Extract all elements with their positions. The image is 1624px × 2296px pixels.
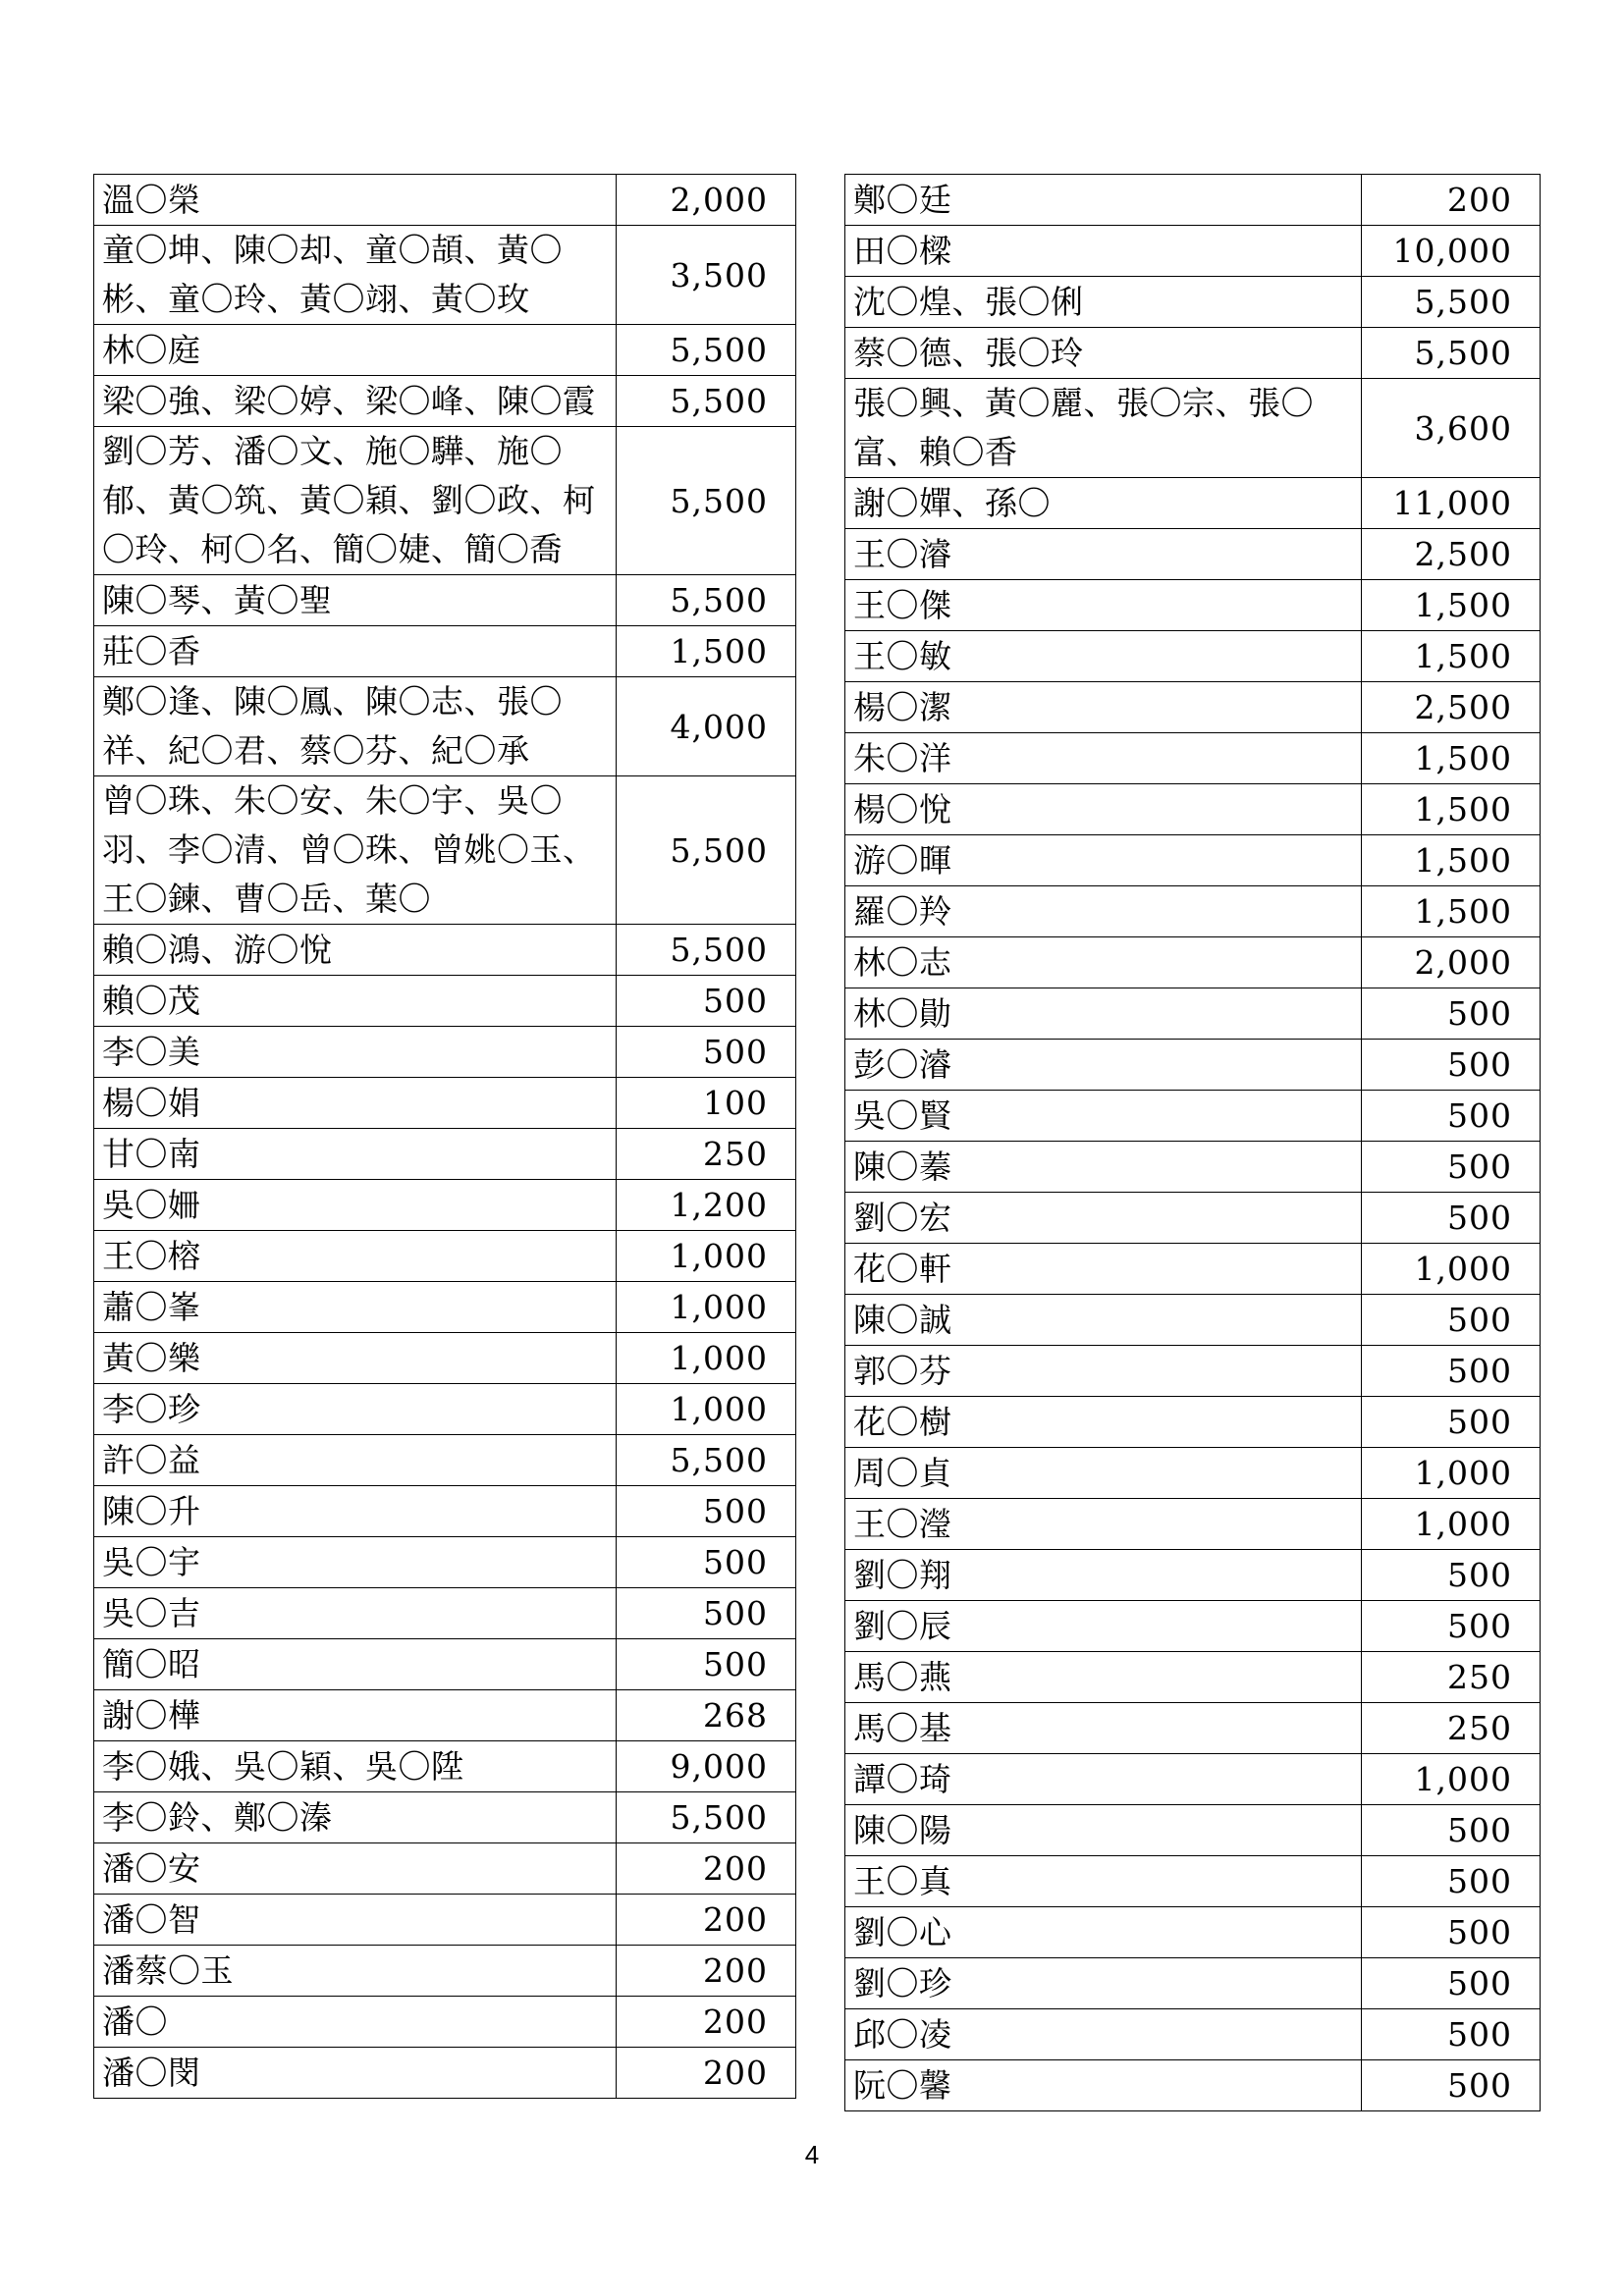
table-row [845, 1397, 1541, 1448]
table-row [94, 1180, 796, 1231]
donor-name: 劉〇翔 [845, 1550, 1362, 1601]
donation-amount: 250 [617, 1129, 796, 1180]
donation-amount: 1,000 [617, 1333, 796, 1384]
donor-name: 邱〇凌 [845, 2009, 1362, 2060]
donation-amount: 200 [1362, 175, 1541, 226]
donor-name: 周〇貞 [845, 1448, 1362, 1499]
donation-amount: 500 [1362, 2060, 1541, 2111]
donation-amount: 500 [1362, 1958, 1541, 2009]
table-row [845, 1958, 1541, 2009]
table-row [94, 1895, 796, 1946]
table-row [845, 1040, 1541, 1091]
donation-amount: 3,500 [617, 226, 796, 325]
table-row [94, 1435, 796, 1486]
donor-name: 陳〇蓁 [845, 1142, 1362, 1193]
donation-amount: 1,500 [1362, 886, 1541, 937]
table-row [94, 1690, 796, 1741]
donor-name: 溫〇榮 [94, 175, 617, 226]
donation-amount: 500 [1362, 1601, 1541, 1652]
donation-amount: 250 [1362, 1652, 1541, 1703]
donor-name: 彭〇濬 [845, 1040, 1362, 1091]
table-row [845, 886, 1541, 937]
table-row [94, 1843, 796, 1895]
donation-amount: 500 [1362, 1346, 1541, 1397]
donor-name: 蔡〇德、張〇玲 [845, 328, 1362, 379]
donor-name: 馬〇基 [845, 1703, 1362, 1754]
donor-table-right [844, 174, 1541, 2111]
table-row [94, 575, 796, 626]
table-row [94, 376, 796, 427]
donor-name: 潘蔡〇玉 [94, 1946, 617, 1997]
table-row [845, 784, 1541, 835]
donation-amount: 1,500 [1362, 733, 1541, 784]
donation-amount: 1,500 [1362, 784, 1541, 835]
donor-table-left [93, 174, 796, 2099]
table-row [94, 1486, 796, 1537]
donor-name: 潘〇安 [94, 1843, 617, 1895]
donation-amount: 200 [617, 1946, 796, 1997]
donor-name: 謝〇嬋、孫〇 [845, 478, 1362, 529]
table-row [94, 226, 796, 325]
donation-amount: 500 [1362, 1856, 1541, 1907]
table-row [845, 1805, 1541, 1856]
table-row [845, 937, 1541, 988]
table-row [845, 1295, 1541, 1346]
donation-amount: 500 [1362, 1295, 1541, 1346]
donation-amount: 200 [617, 1843, 796, 1895]
donation-amount: 500 [617, 1639, 796, 1690]
donor-name: 馬〇燕 [845, 1652, 1362, 1703]
donor-name: 吳〇吉 [94, 1588, 617, 1639]
table-row [845, 277, 1541, 328]
table-row [845, 379, 1541, 478]
donor-name: 陳〇升 [94, 1486, 617, 1537]
donor-name: 黃〇樂 [94, 1333, 617, 1384]
donor-name: 賴〇茂 [94, 976, 617, 1027]
donor-name: 林〇勛 [845, 988, 1362, 1040]
donor-name: 許〇益 [94, 1435, 617, 1486]
table-row [94, 1333, 796, 1384]
donation-amount: 100 [617, 1078, 796, 1129]
donation-amount: 500 [617, 1537, 796, 1588]
table-row [845, 580, 1541, 631]
donor-name: 吳〇賢 [845, 1091, 1362, 1142]
donor-name: 王〇瀅 [845, 1499, 1362, 1550]
table-row [94, 1997, 796, 2048]
donor-table-left-body [94, 175, 796, 2099]
donation-amount: 5,500 [617, 376, 796, 427]
donation-amount: 5,500 [1362, 277, 1541, 328]
table-row [94, 1537, 796, 1588]
table-row [845, 1499, 1541, 1550]
donor-name: 鄭〇逢、陳〇鳳、陳〇志、張〇祥、紀〇君、蔡〇芬、紀〇承 [94, 677, 617, 776]
donation-amount: 10,000 [1362, 226, 1541, 277]
table-row [94, 1639, 796, 1690]
donor-name: 阮〇馨 [845, 2060, 1362, 2111]
donation-amount: 1,000 [617, 1282, 796, 1333]
donor-name: 花〇軒 [845, 1244, 1362, 1295]
donor-name: 游〇暉 [845, 835, 1362, 886]
table-row [845, 1142, 1541, 1193]
table-row [94, 1588, 796, 1639]
donor-name: 楊〇潔 [845, 682, 1362, 733]
donor-name: 王〇真 [845, 1856, 1362, 1907]
donation-amount: 5,500 [617, 776, 796, 925]
table-row [845, 529, 1541, 580]
donor-name: 郭〇芬 [845, 1346, 1362, 1397]
table-row [94, 175, 796, 226]
donor-name: 謝〇樺 [94, 1690, 617, 1741]
table-row [94, 925, 796, 976]
donor-name: 李〇珍 [94, 1384, 617, 1435]
table-row [94, 776, 796, 925]
table-row [845, 328, 1541, 379]
table-row [94, 1282, 796, 1333]
donor-name: 陳〇陽 [845, 1805, 1362, 1856]
donor-name: 花〇樹 [845, 1397, 1362, 1448]
donation-amount: 5,500 [617, 925, 796, 976]
table-row [94, 1741, 796, 1792]
table-row [845, 988, 1541, 1040]
table-row [845, 1448, 1541, 1499]
donation-amount: 1,500 [1362, 580, 1541, 631]
donation-amount: 1,500 [617, 626, 796, 677]
donation-amount: 11,000 [1362, 478, 1541, 529]
donor-name: 朱〇洋 [845, 733, 1362, 784]
page-number: 4 [804, 2140, 820, 2169]
donation-amount: 2,000 [1362, 937, 1541, 988]
table-row [845, 226, 1541, 277]
donation-amount: 1,500 [1362, 631, 1541, 682]
donor-name: 陳〇誠 [845, 1295, 1362, 1346]
table-row [845, 1856, 1541, 1907]
donation-amount: 2,500 [1362, 529, 1541, 580]
donation-amount: 500 [1362, 2009, 1541, 2060]
table-row [94, 976, 796, 1027]
donor-name: 莊〇香 [94, 626, 617, 677]
table-row [845, 175, 1541, 226]
table-row [845, 733, 1541, 784]
table-row [94, 1078, 796, 1129]
donor-name: 王〇傑 [845, 580, 1362, 631]
table-row [845, 1703, 1541, 1754]
donor-name: 賴〇鴻、游〇悅 [94, 925, 617, 976]
table-row [94, 325, 796, 376]
table-row [845, 1754, 1541, 1805]
donation-amount: 500 [617, 1027, 796, 1078]
donation-amount: 500 [1362, 1550, 1541, 1601]
donor-name: 李〇美 [94, 1027, 617, 1078]
donation-amount: 500 [617, 1588, 796, 1639]
donation-amount: 3,600 [1362, 379, 1541, 478]
donor-name: 楊〇娟 [94, 1078, 617, 1129]
donor-name: 蕭〇峯 [94, 1282, 617, 1333]
table-row [845, 478, 1541, 529]
table-row [94, 2048, 796, 2099]
donation-amount: 500 [1362, 1091, 1541, 1142]
donation-amount: 4,000 [617, 677, 796, 776]
donor-name: 王〇濬 [845, 529, 1362, 580]
table-row [94, 1231, 796, 1282]
donation-amount: 500 [617, 1486, 796, 1537]
donor-name: 潘〇閔 [94, 2048, 617, 2099]
donation-amount: 500 [1362, 1805, 1541, 1856]
donation-amount: 2,500 [1362, 682, 1541, 733]
donor-name: 劉〇芳、潘〇文、施〇驊、施〇郁、黃〇筑、黃〇穎、劉〇政、柯〇玲、柯〇名、簡〇婕、簡〇喬 [94, 427, 617, 575]
donation-amount: 500 [1362, 988, 1541, 1040]
donor-table-right-body [845, 175, 1541, 2111]
table-row [94, 1792, 796, 1843]
table-row [94, 427, 796, 575]
table-row [845, 1550, 1541, 1601]
donor-name: 梁〇強、梁〇婷、梁〇峰、陳〇霞 [94, 376, 617, 427]
donation-amount: 2,000 [617, 175, 796, 226]
table-row [94, 677, 796, 776]
donor-name: 沈〇煌、張〇俐 [845, 277, 1362, 328]
donation-amount: 500 [1362, 1142, 1541, 1193]
table-row [845, 1193, 1541, 1244]
donation-amount: 1,000 [1362, 1448, 1541, 1499]
donation-amount: 1,200 [617, 1180, 796, 1231]
donation-amount: 9,000 [617, 1741, 796, 1792]
donation-amount: 5,500 [617, 1792, 796, 1843]
donor-name: 羅〇羚 [845, 886, 1362, 937]
donation-amount: 5,500 [617, 427, 796, 575]
table-row [845, 2009, 1541, 2060]
donation-amount: 5,500 [617, 1435, 796, 1486]
donor-name: 鄭〇廷 [845, 175, 1362, 226]
donation-amount: 1,000 [1362, 1499, 1541, 1550]
donor-name: 劉〇珍 [845, 1958, 1362, 2009]
donation-amount: 5,500 [617, 325, 796, 376]
donation-amount: 250 [1362, 1703, 1541, 1754]
donor-name: 簡〇昭 [94, 1639, 617, 1690]
donor-name: 曾〇珠、朱〇安、朱〇宇、吳〇羽、李〇清、曾〇珠、曾姚〇玉、王〇鍊、曹〇岳、葉〇 [94, 776, 617, 925]
table-row [94, 626, 796, 677]
table-row [845, 1907, 1541, 1958]
donor-name: 林〇庭 [94, 325, 617, 376]
donation-amount: 500 [1362, 1193, 1541, 1244]
donor-name: 李〇鈴、鄭〇溱 [94, 1792, 617, 1843]
table-row [845, 1601, 1541, 1652]
table-row [845, 1652, 1541, 1703]
donation-amount: 5,500 [617, 575, 796, 626]
donor-name: 田〇樑 [845, 226, 1362, 277]
table-row [845, 1091, 1541, 1142]
donation-amount: 200 [617, 1895, 796, 1946]
donor-name: 楊〇悅 [845, 784, 1362, 835]
donor-name: 王〇榕 [94, 1231, 617, 1282]
donation-amount: 500 [1362, 1397, 1541, 1448]
table-row [94, 1129, 796, 1180]
table-row [94, 1384, 796, 1435]
donation-amount: 5,500 [1362, 328, 1541, 379]
table-row [845, 1346, 1541, 1397]
donor-name: 陳〇琴、黃〇聖 [94, 575, 617, 626]
donation-amount: 1,000 [1362, 1754, 1541, 1805]
donation-amount: 500 [1362, 1907, 1541, 1958]
table-row [845, 682, 1541, 733]
donor-name: 林〇志 [845, 937, 1362, 988]
donation-amount: 1,000 [1362, 1244, 1541, 1295]
table-row [845, 631, 1541, 682]
donor-name: 劉〇心 [845, 1907, 1362, 1958]
table-row [845, 2060, 1541, 2111]
donation-amount: 1,000 [617, 1231, 796, 1282]
table-row [94, 1027, 796, 1078]
table-row [845, 835, 1541, 886]
donor-name: 甘〇南 [94, 1129, 617, 1180]
donor-name: 王〇敏 [845, 631, 1362, 682]
donor-name: 劉〇宏 [845, 1193, 1362, 1244]
donor-name: 吳〇宇 [94, 1537, 617, 1588]
table-row [94, 1946, 796, 1997]
donation-amount: 200 [617, 1997, 796, 2048]
donation-amount: 268 [617, 1690, 796, 1741]
donation-amount: 200 [617, 2048, 796, 2099]
donor-name: 李〇娥、吳〇穎、吳〇陞 [94, 1741, 617, 1792]
donor-name: 童〇坤、陳〇却、童〇頡、黃〇彬、童〇玲、黃〇翊、黃〇玫 [94, 226, 617, 325]
donor-name: 潘〇 [94, 1997, 617, 2048]
donor-name: 譚〇琦 [845, 1754, 1362, 1805]
donation-amount: 500 [1362, 1040, 1541, 1091]
donation-amount: 1,500 [1362, 835, 1541, 886]
donation-amount: 500 [617, 976, 796, 1027]
table-row [845, 1244, 1541, 1295]
donation-amount: 1,000 [617, 1384, 796, 1435]
donor-name: 吳〇姍 [94, 1180, 617, 1231]
donor-name: 劉〇辰 [845, 1601, 1362, 1652]
donor-name: 潘〇智 [94, 1895, 617, 1946]
donor-name: 張〇興、黃〇麗、張〇宗、張〇富、賴〇香 [845, 379, 1362, 478]
